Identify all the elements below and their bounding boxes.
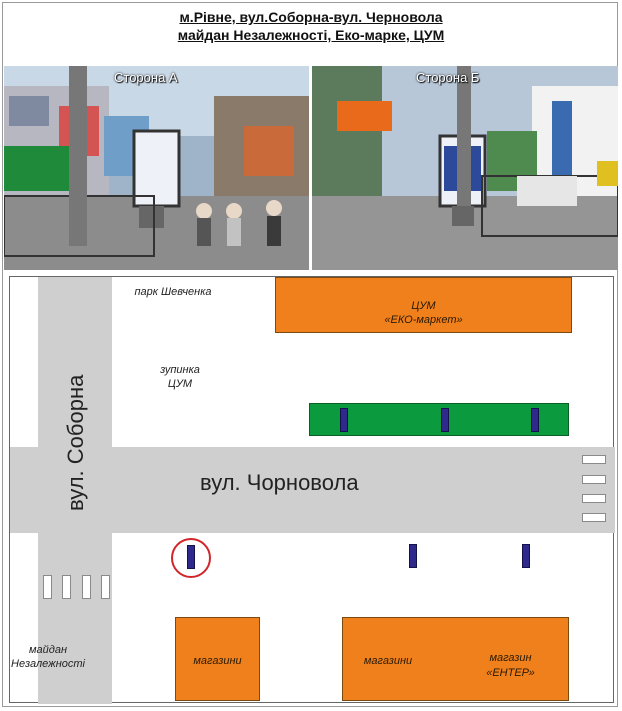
photo-side-a-label: Сторона А	[114, 70, 178, 85]
photo-side-b	[312, 66, 618, 270]
billboard-marker	[340, 408, 348, 432]
crosswalk-stripe	[582, 455, 606, 464]
header-title-line-2: майдан Незалежності, Еко-марке, ЦУМ	[177, 27, 445, 43]
crosswalk-stripe	[582, 513, 606, 522]
billboard-marker-selected	[187, 545, 195, 569]
building-tsum-name: ЦУМ	[411, 300, 436, 312]
building-enter-name: «ЕНТЕР»	[486, 667, 535, 679]
street-label-soborna: вул. Соборна	[63, 374, 88, 511]
crosswalk-stripe	[582, 475, 606, 484]
billboard-marker	[531, 408, 539, 432]
building-shops-right	[342, 617, 569, 701]
building-tsum-subname: «ЕКО-маркет»	[384, 314, 463, 326]
crosswalk-stripe	[101, 575, 110, 599]
place-label-stop: зупинка ЦУМ	[160, 364, 200, 390]
place-label-park: парк Шевченка	[134, 286, 212, 298]
building-shops-left-label: магазини	[193, 655, 242, 667]
crosswalk-stripe	[82, 575, 91, 599]
photo-side-a	[4, 66, 309, 270]
bus-stop-shelter	[309, 403, 569, 436]
billboard-marker	[409, 544, 417, 568]
header-title-line-1: м.Рівне, вул.Соборна-вул. Черновола	[179, 9, 443, 25]
building-enter-type: магазин	[489, 652, 532, 664]
building-tsum	[275, 277, 572, 333]
photo-side-b-label: Сторона Б	[416, 70, 480, 85]
building-shops-right-label: магазини	[363, 655, 413, 667]
building-shops-left	[175, 617, 260, 701]
crosswalk-stripe	[582, 494, 606, 503]
billboard-marker	[441, 408, 449, 432]
billboard-marker	[522, 544, 530, 568]
place-label-square: майдан Незалежності	[11, 644, 85, 670]
crosswalk-stripe	[43, 575, 52, 599]
crosswalk-stripe	[62, 575, 71, 599]
location-map	[9, 276, 614, 703]
street-label-chornovola: вул. Чорновола	[200, 470, 359, 495]
